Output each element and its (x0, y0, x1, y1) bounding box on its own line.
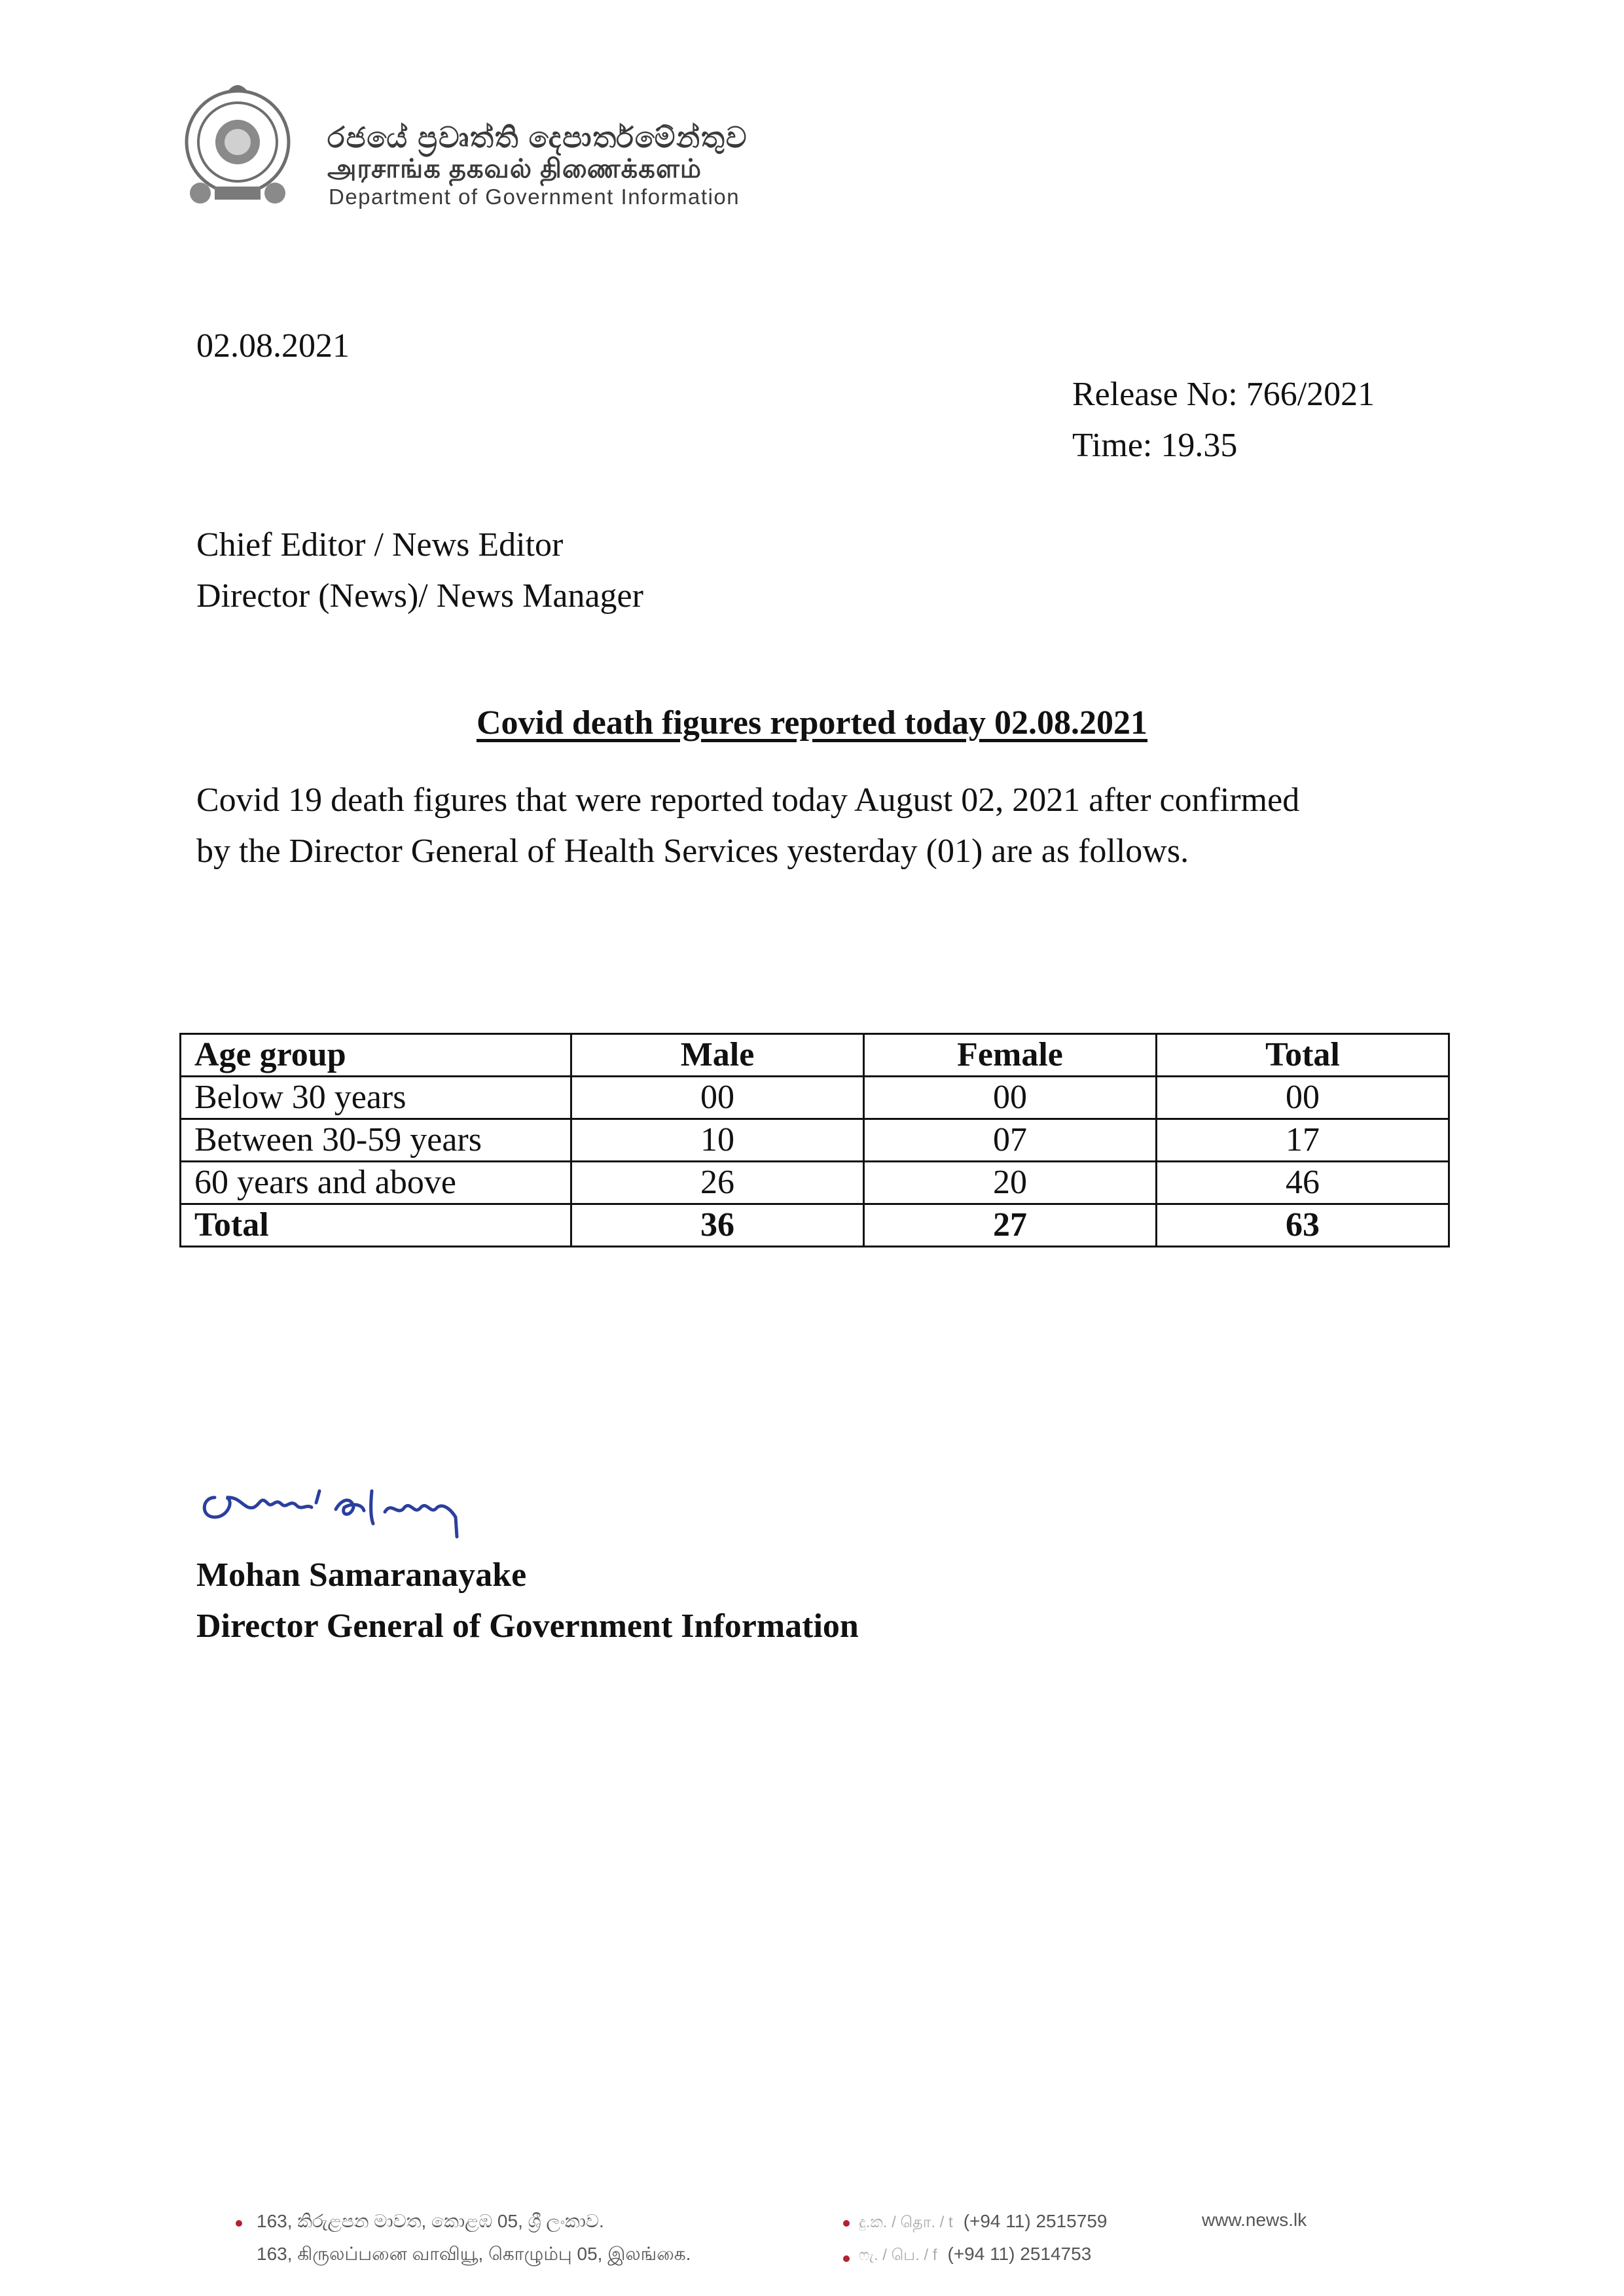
body-paragraph-line: Covid 19 death figures that were reported today August 02, 2021 after confirmed (196, 781, 1300, 819)
table-cell: 00 (864, 1077, 1157, 1119)
table-header-row (181, 1034, 1449, 1077)
release-number: Release No: 766/2021 (1072, 376, 1375, 413)
table-cell: 46 (1157, 1162, 1449, 1204)
table-cell: 63 (1157, 1204, 1449, 1247)
table-cell: Total (181, 1204, 571, 1247)
page-title: Covid death figures reported today 02.08.2021 (476, 704, 1148, 742)
footer-address-sinhala: 163, කිරුළපන මාවත, කොළඹ 05, ශ්‍රී ලංකාව. (257, 2211, 604, 2231)
table-cell: 20 (864, 1162, 1157, 1204)
release-date: 02.08.2021 (196, 327, 350, 365)
table-row (181, 1162, 1449, 1204)
handwritten-signature (195, 1471, 562, 1543)
signer-title: Director General of Government Information (196, 1607, 859, 1645)
footer-fax (859, 2244, 1091, 2266)
table-cell: 60 years and above (181, 1162, 571, 1204)
column-header: Male (571, 1034, 864, 1077)
footer-website-link[interactable]: www.news.lk (1202, 2210, 1307, 2230)
release-time: Time: 19.35 (1072, 427, 1238, 464)
dept-name-sinhala: රජයේ ප්‍රවෘත්ති දෙපාර්තමේන්තුව (327, 122, 748, 154)
death-figures-table (179, 1033, 1450, 1247)
table-cell: 07 (864, 1119, 1157, 1162)
table-cell: 00 (1157, 1077, 1449, 1119)
table-cell: 27 (864, 1204, 1157, 1247)
telephone-number: (+94 11) 2515759 (963, 2211, 1108, 2231)
table-cell: 17 (1157, 1119, 1449, 1162)
table-row (181, 1119, 1449, 1162)
dept-name-english: Department of Government Information (329, 185, 740, 209)
column-header: Age group (181, 1034, 571, 1077)
signer-name: Mohan Samaranayake (196, 1556, 527, 1594)
column-header: Female (864, 1034, 1157, 1077)
addressee-line: Chief Editor / News Editor (196, 526, 564, 564)
table-cell: 00 (571, 1077, 864, 1119)
table-row (181, 1077, 1449, 1119)
footer-address-tamil: 163, கிருலப்பனை வாவியூ, கொழும்பு 05, இலங்கை. (257, 2244, 691, 2264)
table-cell: 26 (571, 1162, 864, 1204)
table-cell: 10 (571, 1119, 864, 1162)
bullet-icon (843, 2220, 850, 2227)
footer-telephone (859, 2211, 1107, 2233)
fax-number: (+94 11) 2514753 (947, 2244, 1092, 2264)
addressee-line: Director (News)/ News Manager (196, 577, 643, 615)
body-paragraph-line: by the Director General of Health Services yesterday (01) are as follows. (196, 833, 1189, 870)
fax-label: ෆැ. / பெ. / f (859, 2246, 937, 2264)
table-cell: Between 30-59 years (181, 1119, 571, 1162)
bullet-icon (843, 2255, 850, 2262)
table-cell: Below 30 years (181, 1077, 571, 1119)
table-cell: 36 (571, 1204, 864, 1247)
dept-name-tamil: அரசாங்க தகவல் திணைக்களம் (327, 154, 702, 183)
table-total-row (181, 1204, 1449, 1247)
column-header: Total (1157, 1034, 1449, 1077)
government-seal-logo (175, 82, 300, 213)
telephone-label: දු.ක. / தொ. / t (859, 2214, 953, 2231)
bullet-icon (236, 2220, 242, 2227)
